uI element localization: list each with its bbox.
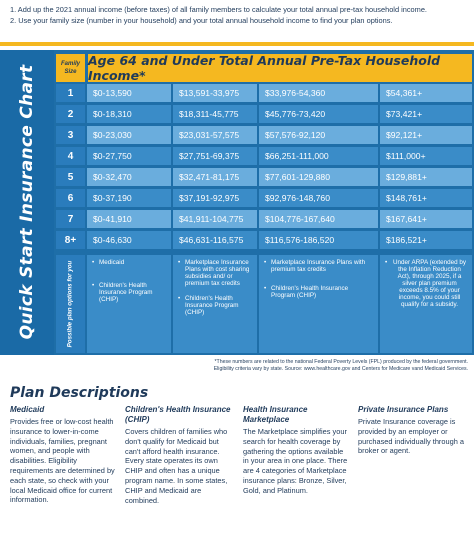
income-cell: $0-23,030 xyxy=(87,126,171,144)
plan-option-text: Children's Health Insurance Program (CHIP) xyxy=(271,285,349,299)
bullet-icon: • xyxy=(178,295,181,302)
instruction-list xyxy=(0,0,474,26)
plan-option xyxy=(178,295,252,316)
family-size-cell: 1 xyxy=(56,84,85,102)
family-size-cell: 2 xyxy=(56,105,85,123)
income-cell: $33,976-54,360 xyxy=(259,84,378,102)
income-cell: $0-27,750 xyxy=(87,147,171,165)
footnote xyxy=(150,359,468,373)
bullet-icon: • xyxy=(264,259,267,266)
table-row xyxy=(56,147,472,165)
bullet-icon: • xyxy=(92,282,95,289)
income-cell: $0-32,470 xyxy=(87,168,171,186)
table-row xyxy=(56,168,472,186)
table-row xyxy=(56,210,472,228)
income-cell: $18,311-45,775 xyxy=(173,105,257,123)
family-size-cell: 6 xyxy=(56,189,85,207)
family-size-cell: 8+ xyxy=(56,231,85,249)
bullet-icon: • xyxy=(92,259,95,266)
income-cell: $73,421+ xyxy=(380,105,472,123)
plan-option-text: Marketplace Insurance Plans with premium tax credits xyxy=(271,259,366,273)
chart-side-title-text: Quick Start Insurance Chart xyxy=(17,64,37,340)
plan-option-text: Children's Health Insurance Program (CHIP) xyxy=(99,282,153,303)
plan-body: Private Insurance coverage is provided by an employer or purchased individually through a broker or agent. xyxy=(358,417,465,456)
plan-option-text: Medicaid xyxy=(99,259,125,266)
bullet-icon: • xyxy=(178,259,181,266)
family-size-cell: 3 xyxy=(56,126,85,144)
plan-options-cell xyxy=(259,255,378,353)
income-cell: $111,000+ xyxy=(380,147,472,165)
plan-option-text: Under ARPA (extended by the Inflation Reduction Act), through 2025, if a silver plan premium exceeds 8.5% of your income, you could still qualify for a subsidy. xyxy=(392,259,467,308)
footnote-line: *These numbers are related to the national Federal Poverty Levels (FPL) produced by the federal government. xyxy=(214,359,468,365)
table-row xyxy=(56,84,472,102)
instruction-step-2: 2. Use your family size (number in your household) and your total annual household income to find your plan options. xyxy=(10,16,393,25)
income-cell: $0-41,910 xyxy=(87,210,171,228)
family-size-cell: 4 xyxy=(56,147,85,165)
bullet-icon: • xyxy=(385,259,388,266)
income-cell: $92,121+ xyxy=(380,126,472,144)
income-cell: $129,881+ xyxy=(380,168,472,186)
plan-option-text: Marketplace Insurance Plans with cost sharing subsidies and/ or premium tax credits xyxy=(185,259,250,287)
quick-start-insurance-chart xyxy=(0,50,474,355)
income-cell: $0-18,310 xyxy=(87,105,171,123)
plan-option xyxy=(92,282,166,303)
plan-options-label xyxy=(56,255,85,353)
income-cell: $57,576-92,120 xyxy=(259,126,378,144)
footnote-line: Eligibility criteria vary by state. Source: www.healthcare.gov and Centers for Medicare vand Medicaid Services. xyxy=(213,366,468,372)
income-cell: $54,361+ xyxy=(380,84,472,102)
table-row xyxy=(56,126,472,144)
income-cell: $27,751-69,375 xyxy=(173,147,257,165)
instructions-panel xyxy=(0,0,474,46)
plan-heading: Private Insurance Plans xyxy=(358,405,449,414)
income-cell: $23,031-57,575 xyxy=(173,126,257,144)
plan-body: Provides free or low-cost health insurance to lower-in-come individuals, families, pregnant women, and people with disabilities. Eligibility requirements are determined by each state, so check with your local Medicaid office for current information. xyxy=(10,417,115,505)
family-size-header: Family Size xyxy=(56,54,85,82)
plan-option xyxy=(178,259,252,287)
plan-option xyxy=(264,259,373,273)
plan-options-label-text: Possible plan options for you xyxy=(66,260,74,348)
plan-options-cell xyxy=(380,255,472,353)
plan-body: The Marketplace simplifies your search for health coverage by gathering the options available in your area in one place. There are 4 categories of Marketplace insurance plans: Bronze, Silver, Gold, and Platinum. xyxy=(243,427,348,495)
income-cell: $45,776-73,420 xyxy=(259,105,378,123)
instruction-step-1: 1. Add up the 2021 annual income (before taxes) of all family members to calculate your total annual pre-tax household income. xyxy=(10,5,427,14)
income-cell: $148,761+ xyxy=(380,189,472,207)
income-cell: $0-46,630 xyxy=(87,231,171,249)
income-cell: $77,601-129,880 xyxy=(259,168,378,186)
income-cell: $41,911-104,775 xyxy=(173,210,257,228)
plan-descriptions-title: Plan Descriptions xyxy=(10,385,149,401)
income-cell: $186,521+ xyxy=(380,231,472,249)
plan-description-chip xyxy=(125,405,233,505)
income-cell: $92,976-148,760 xyxy=(259,189,378,207)
plan-heading: Health Insurance Marketplace xyxy=(243,405,308,424)
plan-options-cell xyxy=(87,255,171,353)
plan-description-marketplace xyxy=(243,405,351,496)
income-cell: $37,191-92,975 xyxy=(173,189,257,207)
income-cell: $116,576-186,520 xyxy=(259,231,378,249)
plan-option xyxy=(92,259,166,266)
family-size-cell: 5 xyxy=(56,168,85,186)
plan-option xyxy=(264,285,373,299)
plan-heading: Children's Health Insurance (CHIP) xyxy=(125,405,231,424)
table-row xyxy=(56,189,472,207)
chart-side-title xyxy=(0,50,54,355)
plan-heading: Medicaid xyxy=(10,405,45,414)
income-cell: $46,631-116,575 xyxy=(173,231,257,249)
plan-options-cell xyxy=(173,255,257,353)
income-cell: $13,591-33,975 xyxy=(173,84,257,102)
income-cell: $104,776-167,640 xyxy=(259,210,378,228)
income-cell: $0-13,590 xyxy=(87,84,171,102)
income-cell: $66,251-111,000 xyxy=(259,147,378,165)
income-header: Age 64 and Under Total Annual Pre-Tax Household Income* xyxy=(88,54,472,82)
table-row xyxy=(56,231,472,249)
plan-body: Covers children of families who don't qualify for Medicaid but can't afford health insurance. Every state operates its own CHIP and often has a unique program name. In some states, CHIP and Medicaid are combined. xyxy=(125,427,228,505)
plan-description-private xyxy=(358,405,466,456)
income-cell: $0-37,190 xyxy=(87,189,171,207)
income-cell: $32,471-81,175 xyxy=(173,168,257,186)
plan-option xyxy=(385,259,467,308)
family-size-cell: 7 xyxy=(56,210,85,228)
plan-description-medicaid xyxy=(10,405,116,505)
bullet-icon: • xyxy=(264,285,267,292)
income-cell: $167,641+ xyxy=(380,210,472,228)
plan-option-text: Children's Health Insurance Program (CHIP) xyxy=(185,295,239,316)
table-row xyxy=(56,105,472,123)
